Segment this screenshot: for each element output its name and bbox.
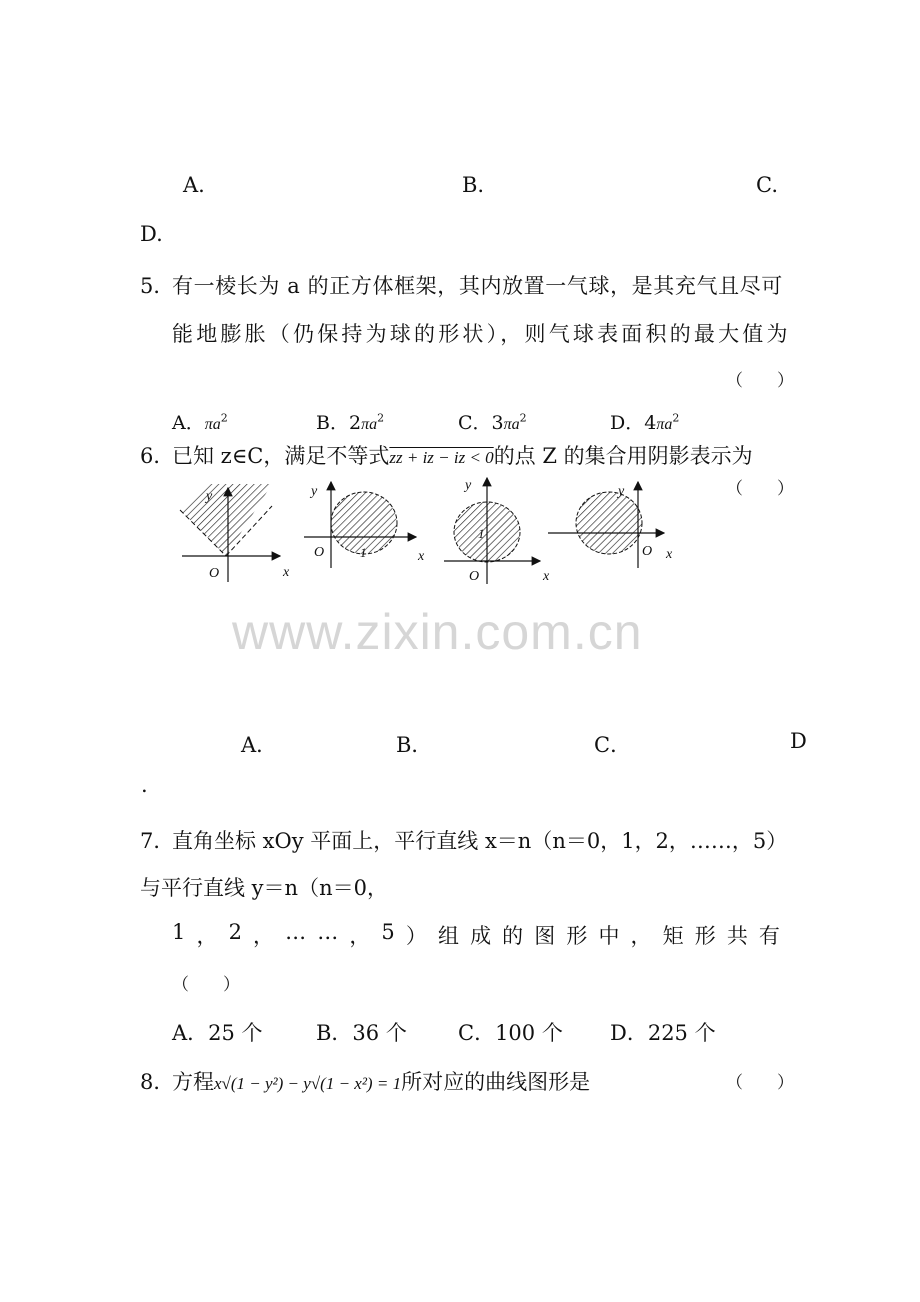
q5-option-d-expr: πa [656, 416, 673, 433]
q7-token: 1 [172, 920, 186, 944]
q6-figure-d-shaded-disk [576, 492, 642, 554]
q5-option-c [458, 408, 527, 435]
q6-inequality: zz + iz − iz < 0 [389, 448, 494, 467]
q8-stem [172, 1066, 590, 1096]
q6-figure-b-y-label: y [311, 484, 318, 499]
q5-option-c-label: C．3 [458, 412, 504, 434]
q4-option-a: A. [183, 173, 205, 197]
q7-token: 形 [566, 924, 588, 948]
q6-figure-c-one-label: 1 [478, 526, 485, 541]
q5-option-d-exp: 2 [672, 411, 680, 425]
q7-token: 的 [502, 924, 524, 948]
q6-figure-a [176, 484, 300, 584]
q6-option-d-dot: . [141, 773, 148, 797]
q5-option-a-exp: 2 [220, 411, 228, 425]
q6-figure-a-shaded-region [176, 484, 300, 584]
q6-figure-c-x-label: x [543, 569, 550, 584]
q6-suffix: 的点 Z 的集合用阴影表示为 [493, 444, 753, 468]
q5-paren: （ ） [726, 371, 794, 391]
q7-token: 有 [758, 924, 780, 948]
q7-token: … [317, 920, 339, 944]
q6-option-c: C． [594, 733, 632, 757]
q6-figure-d-y-label: y [618, 484, 625, 499]
q7-token: ， [630, 924, 652, 948]
q7-token: 图 [534, 924, 556, 948]
q6-figure-d [546, 478, 680, 570]
q5-option-c-exp: 2 [519, 411, 527, 425]
q5-option-b-expr: πa [361, 416, 378, 433]
q6-figure-a-x-label: x [283, 565, 290, 580]
q5-option-a-expr: πa [204, 416, 221, 433]
q5-option-b-exp: 2 [377, 411, 385, 425]
q6-figure-a-origin-label: O [209, 566, 220, 581]
q6-figure-b-origin-label: O [314, 545, 325, 560]
q5-option-a-label: A． [172, 412, 205, 434]
q7-number: 7． [140, 829, 175, 853]
q6-figure-a-y-label: y [206, 489, 213, 504]
q7-line2: 与平行直线 y＝n（n＝0， [140, 876, 388, 900]
q5-option-b-label: B．2 [316, 412, 362, 434]
q6-figure-c-origin-label: O [469, 569, 480, 584]
q7-token: ） [405, 924, 427, 948]
q6-stem [172, 440, 753, 470]
q7-token: ， [253, 924, 275, 948]
q7-token: 2 [228, 920, 242, 944]
q7-token: 形 [694, 924, 716, 948]
q8-number: 8． [140, 1070, 175, 1094]
q7-token: 5 [381, 920, 395, 944]
q8-prefix: 方程 [172, 1070, 214, 1094]
q6-paren: （ ） [726, 479, 794, 499]
q5-line2: 能地膨胀（仍保持为球的形状），则气球表面积的最大值为 [172, 322, 791, 346]
q5-option-c-expr: πa [503, 416, 520, 433]
q7-line1: 直角坐标 xOy 平面上，平行直线 x＝n（n＝0，1，2，……，5） [172, 829, 788, 853]
q7-option-d: D．225 个 [610, 1021, 716, 1045]
q6-option-a: A． [241, 733, 278, 757]
q7-token: 共 [726, 924, 748, 948]
q5-number: 5． [140, 274, 175, 298]
q6-figure-b [302, 478, 434, 570]
q6-option-b: B． [396, 733, 433, 757]
q7-line3 [172, 920, 780, 950]
q8-paren: （ ） [726, 1073, 794, 1093]
q7-token: ， [196, 924, 218, 948]
q5-option-d [610, 408, 679, 435]
watermark: www.zixin.com.cn [232, 604, 643, 660]
q6-figure-d-x-label: x [666, 547, 673, 562]
q7-option-c: C．100 个 [458, 1021, 563, 1045]
q7-token: 组 [437, 924, 459, 948]
q7-token: 成 [470, 924, 492, 948]
q6-figure-b-one-label: 1 [360, 545, 367, 560]
q6-figure-c-y-label: y [465, 478, 472, 493]
q7-token: 中 [598, 924, 620, 948]
q6-figure-b-x-label: x [418, 549, 425, 564]
q5-option-a [172, 408, 228, 435]
q7-token: … [285, 920, 307, 944]
q5-option-d-label: D．4 [610, 412, 657, 434]
q7-option-b: B．36 个 [316, 1021, 407, 1045]
q5-line1: 有一棱长为 a 的正方体框架，其内放置一气球，是其充气且尽可 [172, 274, 783, 298]
q5-option-b [316, 408, 384, 435]
q7-paren: （ ） [172, 975, 240, 995]
q6-prefix: 已知 z∈C，满足不等式 [172, 444, 390, 468]
q4-option-b: B. [462, 173, 485, 197]
q4-option-c: C. [756, 173, 778, 197]
q6-figure-d-origin-label: O [642, 544, 653, 559]
q6-option-d: D [790, 729, 807, 753]
q8-suffix: 所对应的曲线图形是 [401, 1070, 591, 1094]
q6-number: 6． [140, 444, 175, 468]
q8-equation: x√(1 − y²) − y√(1 − x²) = 1 [214, 1074, 402, 1093]
q7-token: ， [349, 924, 371, 948]
q4-option-d: D. [140, 222, 163, 246]
q7-option-a: A．25 个 [172, 1021, 263, 1045]
q7-token: 矩 [662, 924, 684, 948]
q6-figure-c [440, 474, 560, 586]
